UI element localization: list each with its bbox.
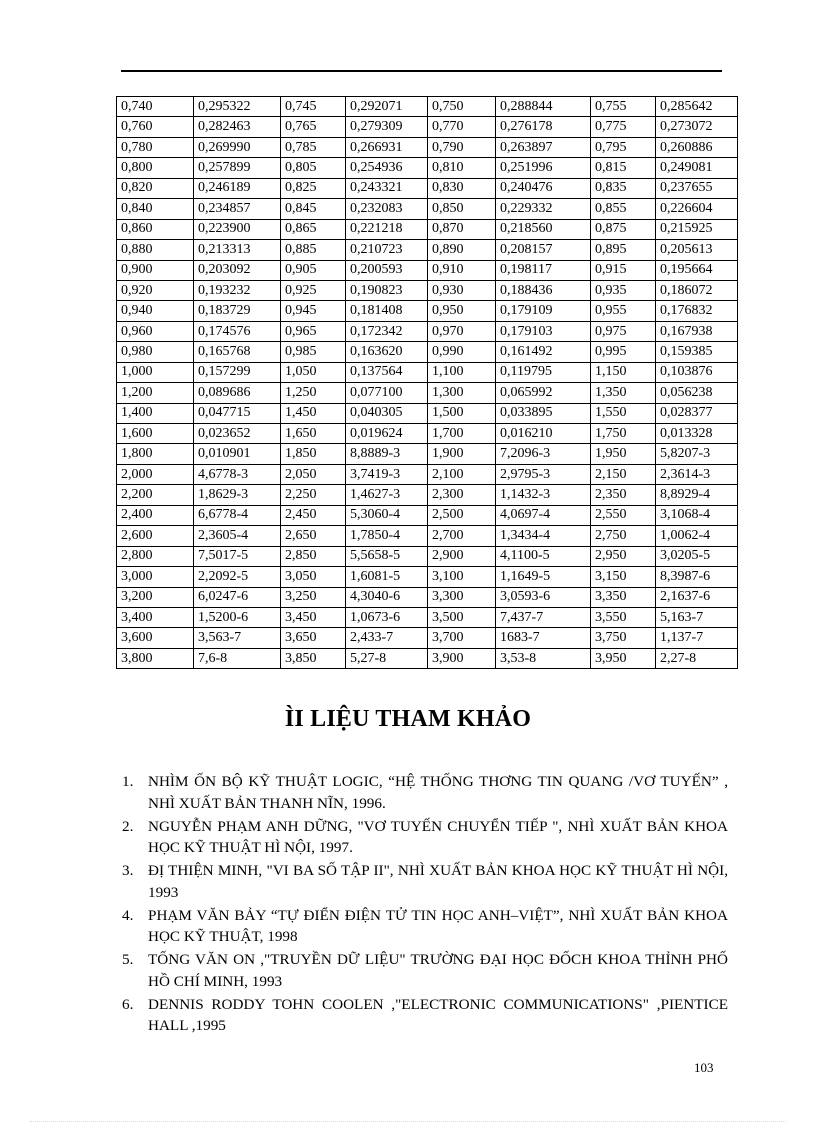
table-row: [117, 280, 738, 300]
table-cell: 6,0247-6: [194, 587, 281, 607]
table-cell: 0,163620: [346, 342, 428, 362]
table-cell: 0,285642: [656, 97, 738, 117]
table-cell: 8,8889-3: [346, 444, 428, 464]
table-cell: 0,198117: [496, 260, 591, 280]
table-cell: 3,0593-6: [496, 587, 591, 607]
table-cell: 1,050: [281, 362, 346, 382]
table-cell: 3,200: [117, 587, 194, 607]
table-cell: 0,137564: [346, 362, 428, 382]
table-cell: 0,765: [281, 117, 346, 137]
table-cell: 3,100: [428, 567, 496, 587]
table-row: [117, 505, 738, 525]
table-cell: 2,500: [428, 505, 496, 525]
table-cell: 0,176832: [656, 301, 738, 321]
table-cell: 1,5200-6: [194, 607, 281, 627]
table-cell: 1,600: [117, 424, 194, 444]
table-cell: 0,840: [117, 199, 194, 219]
table-cell: 0,208157: [496, 240, 591, 260]
table-cell: 0,269990: [194, 137, 281, 157]
table-row: [117, 158, 738, 178]
table-cell: 3,000: [117, 567, 194, 587]
reference-number: 2.: [122, 817, 134, 835]
table-cell: 0,161492: [496, 342, 591, 362]
table-cell: 1,4627-3: [346, 485, 428, 505]
table-cell: 3,1068-4: [656, 505, 738, 525]
table-cell: 1,900: [428, 444, 496, 464]
table-cell: 1,100: [428, 362, 496, 382]
table-cell: 5,8207-3: [656, 444, 738, 464]
values-table: [116, 96, 738, 669]
table-cell: 0,915: [591, 260, 656, 280]
table-cell: 0,890: [428, 240, 496, 260]
table-cell: 1,150: [591, 362, 656, 382]
table-cell: 7,6-8: [194, 648, 281, 668]
table-cell: 5,5658-5: [346, 546, 428, 566]
table-cell: 3,0205-5: [656, 546, 738, 566]
table-cell: 0,234857: [194, 199, 281, 219]
table-row: [117, 321, 738, 341]
table-cell: 0,755: [591, 97, 656, 117]
reference-text: ĐỊ THIỆN MINH, "VI BA SỐ TẬP II", NHÌ XUẤT BẢN KHOA HỌC KỸ THUẬT HÌ NỘI, 1993: [148, 862, 728, 901]
table-row: [117, 383, 738, 403]
table-cell: 7,5017-5: [194, 546, 281, 566]
table-cell: 2,850: [281, 546, 346, 566]
table-cell: 0,183729: [194, 301, 281, 321]
table-cell: 2,1637-6: [656, 587, 738, 607]
table-cell: 0,995: [591, 342, 656, 362]
table-row: [117, 362, 738, 382]
table-cell: 0,010901: [194, 444, 281, 464]
table-cell: 0,172342: [346, 321, 428, 341]
table-row: [117, 628, 738, 648]
table-cell: 0,750: [428, 97, 496, 117]
table-cell: 3,450: [281, 607, 346, 627]
table-cell: 0,257899: [194, 158, 281, 178]
table-cell: 0,203092: [194, 260, 281, 280]
table-cell: 1,137-7: [656, 628, 738, 648]
table-cell: 3,950: [591, 648, 656, 668]
table-cell: 0,855: [591, 199, 656, 219]
table-cell: 0,157299: [194, 362, 281, 382]
table-cell: 2,350: [591, 485, 656, 505]
reference-number: 3.: [122, 862, 134, 879]
table-cell: 0,805: [281, 158, 346, 178]
table-cell: 2,600: [117, 526, 194, 546]
table-cell: 0,870: [428, 219, 496, 239]
table-cell: 1,300: [428, 383, 496, 403]
table-cell: 5,27-8: [346, 648, 428, 668]
table-cell: 0,237655: [656, 178, 738, 198]
table-cell: 0,845: [281, 199, 346, 219]
table-row: [117, 607, 738, 627]
table-row: [117, 199, 738, 219]
table-cell: 7,437-7: [496, 607, 591, 627]
table-cell: 0,780: [117, 137, 194, 157]
table-cell: 0,900: [117, 260, 194, 280]
table-cell: 3,750: [591, 628, 656, 648]
table-cell: 0,266931: [346, 137, 428, 157]
table-cell: 1,0062-4: [656, 526, 738, 546]
reference-item: [122, 905, 728, 948]
reference-text: TỐNG VĂN ON ,"TRUYỀN DỮ LIỆU" TRƯỜNG ĐẠI HỌC ĐỐCH KHOA THỈNH PHỐ HỒ CHÍ MINH, 1993: [148, 951, 728, 990]
table-cell: 2,9795-3: [496, 464, 591, 484]
table-cell: 1,7850-4: [346, 526, 428, 546]
table-cell: 0,179103: [496, 321, 591, 341]
reference-item: [122, 771, 728, 814]
table-cell: 0,040305: [346, 403, 428, 423]
table-cell: 0,295322: [194, 97, 281, 117]
table-cell: 2,650: [281, 526, 346, 546]
table-cell: 1,6081-5: [346, 567, 428, 587]
table-cell: 1,8629-3: [194, 485, 281, 505]
reference-text: PHẠM VĂN BẢY “TỰ ĐIỂN ĐIỆN TỬ TIN HỌC ANH–VIỆT”, NHÌ XUẤT BẢN KHOA HỌC KỸ THUẬT, 1998: [148, 906, 728, 945]
table-cell: 0,165768: [194, 342, 281, 362]
table-cell: 0,190823: [346, 280, 428, 300]
header-rule: [121, 70, 722, 72]
table-cell: 0,077100: [346, 383, 428, 403]
table-cell: 2,3614-3: [656, 464, 738, 484]
table-cell: 1,500: [428, 403, 496, 423]
table-cell: 0,745: [281, 97, 346, 117]
table-cell: 0,970: [428, 321, 496, 341]
table-cell: 1,550: [591, 403, 656, 423]
table-cell: 0,243321: [346, 178, 428, 198]
table-row: [117, 444, 738, 464]
table-cell: 3,050: [281, 567, 346, 587]
table-cell: 0,980: [117, 342, 194, 362]
table-cell: 0,775: [591, 117, 656, 137]
table-cell: 0,785: [281, 137, 346, 157]
table-row: [117, 342, 738, 362]
table-cell: 1,3434-4: [496, 526, 591, 546]
table-cell: 3,300: [428, 587, 496, 607]
table-cell: 1,650: [281, 424, 346, 444]
table-cell: 0,056238: [656, 383, 738, 403]
table-cell: 0,232083: [346, 199, 428, 219]
table-cell: 0,925: [281, 280, 346, 300]
table-cell: 1,200: [117, 383, 194, 403]
table-row: [117, 219, 738, 239]
table-cell: 0,210723: [346, 240, 428, 260]
table-row: [117, 546, 738, 566]
table-cell: 2,550: [591, 505, 656, 525]
table-row: [117, 260, 738, 280]
table-cell: 1,450: [281, 403, 346, 423]
table-cell: 0,935: [591, 280, 656, 300]
table-cell: 2,100: [428, 464, 496, 484]
table-cell: 2,150: [591, 464, 656, 484]
table-cell: 0,865: [281, 219, 346, 239]
table-cell: 1,250: [281, 383, 346, 403]
reference-number: 1.: [122, 773, 134, 790]
table-cell: 0,218560: [496, 219, 591, 239]
table-cell: 4,0697-4: [496, 505, 591, 525]
table-cell: 0,167938: [656, 321, 738, 341]
reference-number: 4.: [122, 906, 134, 924]
table-cell: 2,800: [117, 546, 194, 566]
reference-item: [122, 816, 728, 859]
table-cell: 0,920: [117, 280, 194, 300]
table-cell: 0,023652: [194, 424, 281, 444]
table-cell: 0,188436: [496, 280, 591, 300]
reference-number: 6.: [122, 995, 134, 1013]
table-cell: 0,213313: [194, 240, 281, 260]
table-cell: 0,240476: [496, 178, 591, 198]
table-cell: 0,016210: [496, 424, 591, 444]
table-cell: 3,350: [591, 587, 656, 607]
table-row: [117, 403, 738, 423]
table-cell: 2,200: [117, 485, 194, 505]
table-cell: 4,6778-3: [194, 464, 281, 484]
table-cell: 1,1432-3: [496, 485, 591, 505]
table-cell: 1683-7: [496, 628, 591, 648]
table-cell: 6,6778-4: [194, 505, 281, 525]
table-cell: 0,033895: [496, 403, 591, 423]
table-row: [117, 301, 738, 321]
table-cell: 0,193232: [194, 280, 281, 300]
table-cell: 0,089686: [194, 383, 281, 403]
table-cell: 0,800: [117, 158, 194, 178]
table-cell: 0,174576: [194, 321, 281, 341]
table-cell: 1,950: [591, 444, 656, 464]
table-cell: 0,770: [428, 117, 496, 137]
table-cell: 3,250: [281, 587, 346, 607]
reference-item: [122, 949, 728, 992]
table-cell: 3,550: [591, 607, 656, 627]
table-cell: 1,750: [591, 424, 656, 444]
table-cell: 0,825: [281, 178, 346, 198]
table-cell: 8,8929-4: [656, 485, 738, 505]
table-cell: 1,1649-5: [496, 567, 591, 587]
table-cell: 0,940: [117, 301, 194, 321]
table-cell: 2,450: [281, 505, 346, 525]
table-cell: 0,282463: [194, 117, 281, 137]
table-cell: 2,27-8: [656, 648, 738, 668]
table-cell: 3,7419-3: [346, 464, 428, 484]
table-cell: 8,3987-6: [656, 567, 738, 587]
table-cell: 3,900: [428, 648, 496, 668]
table-cell: 0,223900: [194, 219, 281, 239]
table-cell: 0,960: [117, 321, 194, 341]
table-cell: 0,251996: [496, 158, 591, 178]
reference-item: [122, 860, 728, 903]
table-cell: 0,273072: [656, 117, 738, 137]
table-cell: 3,850: [281, 648, 346, 668]
table-cell: 0,047715: [194, 403, 281, 423]
table-row: [117, 464, 738, 484]
table-cell: 4,3040-6: [346, 587, 428, 607]
table-cell: 0,260886: [656, 137, 738, 157]
table-cell: 5,3060-4: [346, 505, 428, 525]
table-cell: 0,945: [281, 301, 346, 321]
table-cell: 2,750: [591, 526, 656, 546]
table-cell: 2,700: [428, 526, 496, 546]
table-cell: 4,1100-5: [496, 546, 591, 566]
table-row: [117, 526, 738, 546]
table-cell: 0,990: [428, 342, 496, 362]
table-cell: 0,249081: [656, 158, 738, 178]
table-cell: 3,650: [281, 628, 346, 648]
table-cell: 0,288844: [496, 97, 591, 117]
table-cell: 2,400: [117, 505, 194, 525]
table-cell: 0,279309: [346, 117, 428, 137]
table-cell: 0,790: [428, 137, 496, 157]
table-row: [117, 97, 738, 117]
table-cell: 2,000: [117, 464, 194, 484]
table-cell: 3,600: [117, 628, 194, 648]
table-cell: 2,300: [428, 485, 496, 505]
table-cell: 0,254936: [346, 158, 428, 178]
table-row: [117, 137, 738, 157]
table-cell: 0,950: [428, 301, 496, 321]
table-cell: 3,500: [428, 607, 496, 627]
table-cell: 0,905: [281, 260, 346, 280]
table-cell: 0,226604: [656, 199, 738, 219]
reference-item: [122, 994, 728, 1037]
table-cell: 0,065992: [496, 383, 591, 403]
table-row: [117, 567, 738, 587]
values-table-body: [117, 97, 738, 669]
table-cell: 0,795: [591, 137, 656, 157]
table-cell: 1,800: [117, 444, 194, 464]
table-row: [117, 424, 738, 444]
reference-text: NHÌM ỐN BỘ KỸ THUẬT LOGIC, “HỆ THỐNG THƠNG TIN QUANG /VƠ TUYẾN” , NHÌ XUẤT BẢN THANH NĨN, 1996.: [148, 773, 728, 812]
table-cell: 0,810: [428, 158, 496, 178]
table-cell: 2,050: [281, 464, 346, 484]
table-cell: 0,195664: [656, 260, 738, 280]
page-number: 103: [694, 1060, 714, 1075]
table-cell: 1,350: [591, 383, 656, 403]
table-cell: 0,119795: [496, 362, 591, 382]
table-cell: 2,900: [428, 546, 496, 566]
reference-text: DENNIS RODDY TOHN COOLEN ,"ELECTRONIC COMMUNICATIONS" ,PIENTICE HALL ,1995: [148, 995, 728, 1034]
table-cell: 0,179109: [496, 301, 591, 321]
table-cell: 2,950: [591, 546, 656, 566]
table-cell: 0,760: [117, 117, 194, 137]
table-cell: 0,910: [428, 260, 496, 280]
table-cell: 0,895: [591, 240, 656, 260]
table-cell: 0,885: [281, 240, 346, 260]
table-cell: 0,276178: [496, 117, 591, 137]
table-cell: 0,860: [117, 219, 194, 239]
reference-text: NGUYỄN PHẠM ANH DỮNG, "VƠ TUYẾN CHUYỂN TIẾP ", NHÌ XUẤT BẢN KHOA HỌC KỸ THUẬT HÌ NỘI, 1997.: [148, 817, 728, 856]
table-cell: 0,850: [428, 199, 496, 219]
table-cell: 0,229332: [496, 199, 591, 219]
table-cell: 7,2096-3: [496, 444, 591, 464]
table-row: [117, 648, 738, 668]
table-row: [117, 485, 738, 505]
references-heading: ÌI LIỆU THAM KHẢO: [284, 706, 532, 732]
table-cell: 5,163-7: [656, 607, 738, 627]
table-cell: 1,400: [117, 403, 194, 423]
table-cell: 3,700: [428, 628, 496, 648]
table-cell: 0,880: [117, 240, 194, 260]
table-row: [117, 117, 738, 137]
table-row: [117, 587, 738, 607]
table-cell: 2,250: [281, 485, 346, 505]
table-cell: 3,800: [117, 648, 194, 668]
table-cell: 1,0673-6: [346, 607, 428, 627]
table-cell: 0,292071: [346, 97, 428, 117]
table-cell: 0,205613: [656, 240, 738, 260]
table-cell: 0,830: [428, 178, 496, 198]
table-cell: 3,150: [591, 567, 656, 587]
table-cell: 0,159385: [656, 342, 738, 362]
table-row: [117, 178, 738, 198]
table-cell: 0,103876: [656, 362, 738, 382]
table-cell: 0,835: [591, 178, 656, 198]
table-cell: 3,400: [117, 607, 194, 627]
table-cell: 0,221218: [346, 219, 428, 239]
table-cell: 0,246189: [194, 178, 281, 198]
table-cell: 0,930: [428, 280, 496, 300]
table-cell: 2,433-7: [346, 628, 428, 648]
table-cell: 0,028377: [656, 403, 738, 423]
table-cell: 1,700: [428, 424, 496, 444]
table-cell: 0,875: [591, 219, 656, 239]
table-cell: 0,186072: [656, 280, 738, 300]
table-cell: 0,013328: [656, 424, 738, 444]
table-cell: 1,000: [117, 362, 194, 382]
table-cell: 0,965: [281, 321, 346, 341]
table-cell: 2,2092-5: [194, 567, 281, 587]
table-cell: 0,181408: [346, 301, 428, 321]
table-cell: 0,200593: [346, 260, 428, 280]
table-cell: 0,215925: [656, 219, 738, 239]
table-cell: 0,955: [591, 301, 656, 321]
table-cell: 0,815: [591, 158, 656, 178]
table-cell: 0,975: [591, 321, 656, 341]
table-cell: 3,53-8: [496, 648, 591, 668]
reference-number: 5.: [122, 951, 134, 968]
table-cell: 0,985: [281, 342, 346, 362]
table-cell: 3,563-7: [194, 628, 281, 648]
page-bottom-border: [30, 1121, 786, 1122]
table-cell: 2,3605-4: [194, 526, 281, 546]
table-cell: 0,019624: [346, 424, 428, 444]
table-cell: 1,850: [281, 444, 346, 464]
references-list: [122, 771, 728, 1038]
table-cell: 0,740: [117, 97, 194, 117]
table-cell: 0,263897: [496, 137, 591, 157]
table-cell: 0,820: [117, 178, 194, 198]
table-row: [117, 240, 738, 260]
